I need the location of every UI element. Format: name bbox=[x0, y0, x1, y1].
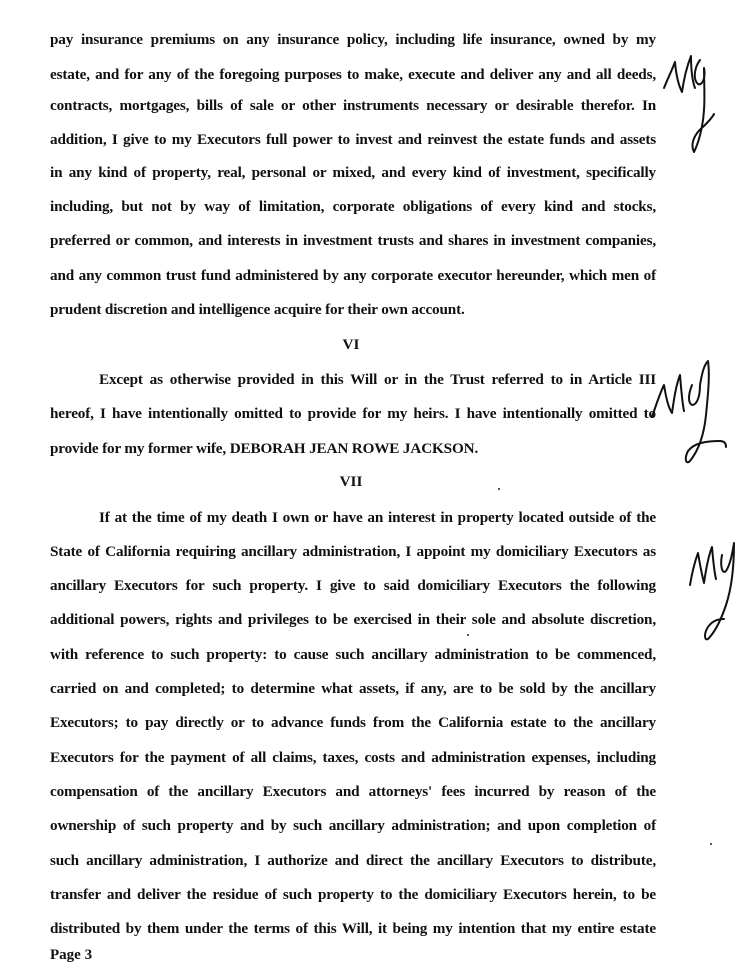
body-line: State of California requiring ancillary administration, I appoint my domiciliary Executors as bbox=[50, 543, 656, 560]
article-heading: VII bbox=[339, 473, 363, 490]
body-line: distributed by them under the terms of this Will, it being my intention that my entire estate bbox=[50, 920, 656, 937]
body-line: contracts, mortgages, bills of sale or other instruments necessary or desirable therefor. In bbox=[50, 97, 656, 114]
body-line: with reference to such property: to cause such ancillary administration to be commenced, bbox=[50, 646, 656, 663]
body-line: provide for my former wife, DEBORAH JEAN ROWE JACKSON. bbox=[50, 440, 479, 457]
body-line: Executors; to pay directly or to advance funds from the California estate to the ancillary bbox=[50, 714, 656, 731]
article-heading: VI bbox=[342, 336, 360, 353]
body-line: carried on and completed; to determine what assets, if any, are to be sold by the ancillary bbox=[50, 680, 656, 697]
body-line: additional powers, rights and privileges to be exercised in their sole and absolute discretion, bbox=[50, 611, 656, 628]
body-line: addition, I give to my Executors full power to invest and reinvest the estate funds and assets bbox=[50, 131, 656, 148]
body-line: If at the time of my death I own or have an interest in property located outside of the bbox=[99, 509, 656, 526]
body-line: prudent discretion and intelligence acquire for their own account. bbox=[50, 301, 465, 318]
body-line: such ancillary administration, I authorize and direct the ancillary Executors to distribute, bbox=[50, 852, 656, 869]
body-line: transfer and deliver the residue of such property to the domiciliary Executors herein, to be bbox=[50, 886, 656, 903]
body-line: estate, and for any of the foregoing purposes to make, execute and deliver any and all deeds, bbox=[50, 66, 656, 83]
scan-speck bbox=[467, 634, 469, 636]
body-line: in any kind of property, real, personal or mixed, and every kind of investment, specifically bbox=[50, 164, 656, 181]
body-line: compensation of the ancillary Executors and attorneys' fees incurred by reason of the bbox=[50, 783, 656, 800]
scan-speck bbox=[710, 843, 712, 845]
body-line: preferred or common, and interests in investment trusts and shares in investment companies, bbox=[50, 232, 656, 249]
body-line: Executors for the payment of all claims, taxes, costs and administration expenses, including bbox=[50, 749, 656, 766]
body-line: ancillary Executors for such property. I give to said domiciliary Executors the following bbox=[50, 577, 656, 594]
body-line: Except as otherwise provided in this Will or in the Trust referred to in Article III bbox=[99, 371, 656, 388]
handwritten-initials-mark bbox=[648, 355, 728, 470]
body-line: and any common trust fund administered by any corporate executor hereunder, which men of bbox=[50, 267, 656, 284]
body-line: hereof, I have intentionally omitted to provide for my heirs. I have intentionally omitted to bbox=[50, 405, 656, 422]
handwritten-initials-mark bbox=[686, 535, 736, 645]
body-line: ownership of such property and by such ancillary administration; and upon completion of bbox=[50, 817, 656, 834]
handwritten-initials-mark bbox=[660, 48, 716, 158]
body-line: including, but not by way of limitation, corporate obligations of every kind and stocks, bbox=[50, 198, 656, 215]
scan-speck bbox=[498, 488, 500, 490]
body-line: pay insurance premiums on any insurance policy, including life insurance, owned by my bbox=[50, 31, 656, 48]
page-number: Page 3 bbox=[50, 947, 93, 963]
